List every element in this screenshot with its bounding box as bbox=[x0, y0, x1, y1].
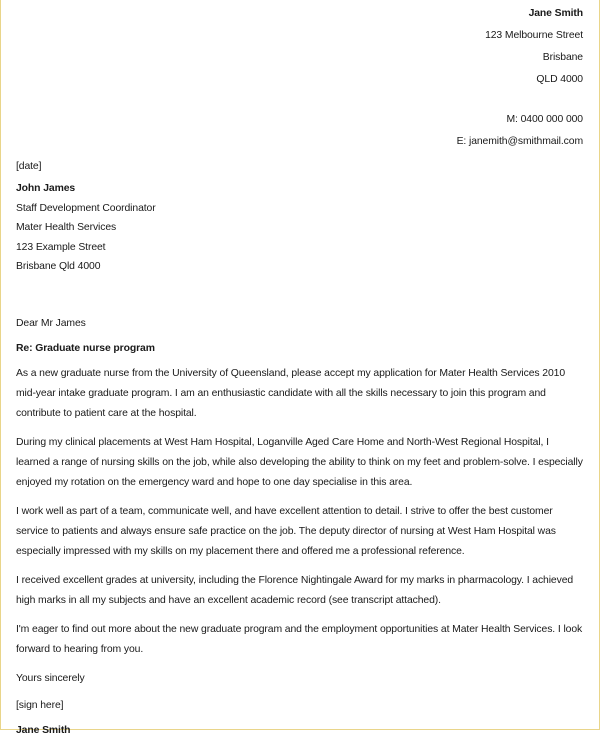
letter-date: [date] bbox=[16, 161, 42, 172]
body-paragraph: As a new graduate nurse from the University of Queensland, please accept my application for Mater Health Services 2010 mid-year intake graduate program. I am an enthusiastic candidate with all the skills necessary to join this program and contribute to patient care at the hospital. bbox=[16, 367, 566, 419]
signoff-name: Jane Smith bbox=[16, 724, 71, 736]
sender-address-block bbox=[16, 3, 583, 153]
signature-placeholder: [sign here] bbox=[16, 699, 64, 711]
body-paragraph: I'm eager to find out more about the new graduate program and the employment opportunities at Mater Health Services. I look forward to hearing from you. bbox=[16, 623, 583, 655]
letter-body bbox=[16, 0, 583, 746]
salutation: Dear Mr James bbox=[16, 317, 86, 329]
sender-email: E: janemith@smithmail.com bbox=[456, 136, 583, 147]
recipient-address-block bbox=[16, 179, 583, 277]
sender-street: 123 Melbourne Street bbox=[485, 30, 583, 41]
sender-city: Brisbane bbox=[542, 52, 583, 63]
recipient-street: 123 Example Street bbox=[16, 241, 106, 253]
sender-state-postcode: QLD 4000 bbox=[536, 74, 583, 85]
recipient-city-state: Brisbane Qld 4000 bbox=[16, 261, 101, 272]
recipient-title: Staff Development Coordinator bbox=[16, 202, 156, 214]
sender-mobile: M: 0400 000 000 bbox=[506, 114, 583, 125]
closing: Yours sincerely bbox=[16, 672, 85, 684]
recipient-organisation: Mater Health Services bbox=[16, 222, 117, 233]
subject-line: Re: Graduate nurse program bbox=[16, 342, 155, 354]
body-paragraph: During my clinical placements at West Ham Hospital, Loganville Aged Care Home and North-West Regional Hospital, I learned a range of nursing skills on the job, while also developing the ability to think on my feet and problem-solve. I especially enjoyed my rotation on the emergency ward and hope to one day specialise in this area. bbox=[16, 436, 583, 488]
sender-name: Jane Smith bbox=[528, 8, 583, 19]
recipient-name: John James bbox=[16, 183, 76, 194]
body-paragraph: I work well as part of a team, communicate well, and have excellent attention to detail. I strive to offer the best customer service to patients and always ensure safe practice on the job. The deputy director of nursing at West Ham Hospital was especially impressed with my skills on my placement there and offered me a professional reference. bbox=[16, 505, 556, 557]
body-paragraph: I received excellent grades at university, including the Florence Nightingale Award for my marks in pharmacology. I achieved high marks in all my subjects and have an excellent academic record (see transcript attached). bbox=[16, 574, 574, 606]
